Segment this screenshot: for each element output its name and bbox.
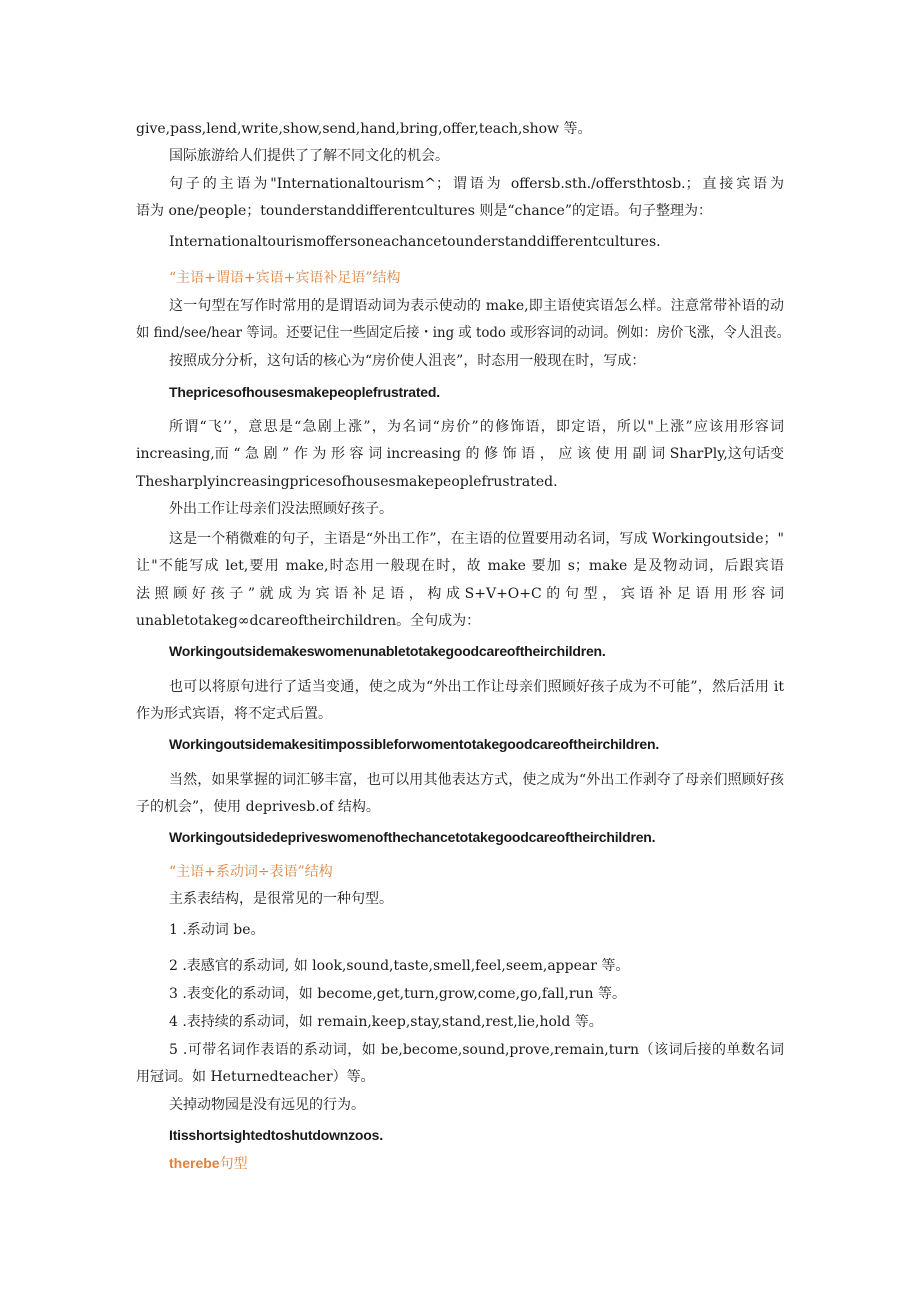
paragraph-analysis: 这是一个稍微难的句子，主语是“外出工作”，在主语的位置要用动名词，写成 Workingoutside；" xyxy=(169,531,784,547)
paragraph-modifier: 所谓“飞’’，意思是“急剧上涨”，为名词“房价”的修饰语，即定语，所以"上涨”应该用形容词 xyxy=(169,419,784,435)
paragraph-linking-intro: 主系表结构，是很常见的一种句型。 xyxy=(169,891,393,907)
list-item: 1 .系动词 be。 xyxy=(169,922,265,938)
list-item: 5 .可带名词作表语的系动词，如 be,become,sound,prove,remain,turn（该词后接的单数名词 xyxy=(169,1042,784,1058)
paragraph-modifier-cont: increasing,而 “ 急 剧 ” 作 为 形 容 词 increasing 的 修 饰 语 ， 应 该 使 用 副 词 SharPly,这句话变 xyxy=(136,446,784,462)
example-answer: Internationaltourismoffersoneachancetounderstanddifferentcultures. xyxy=(169,234,661,250)
paragraph-svoc-intro-cont: 如 find/see/hear 等词。还要记住一些固定后接・ing 或 todo 或形容词的动词。例如：房价飞涨，令人沮丧。 xyxy=(136,325,791,341)
list-item-cont: 用冠词。如 Heturnedteacher）等。 xyxy=(136,1069,375,1085)
paragraph-analysis: 句子的主语为"Internationaltourism^；谓语为 offersb.sth./offersthtosb.；直接宾语为 xyxy=(169,176,784,192)
paragraph-svoc-analysis: 按照成分分析，这句话的核心为“房价使人沮丧”，时态用一般现在时，写成： xyxy=(169,353,646,369)
paragraph-example-sentence: 关掉动物园是没有远见的行为。 xyxy=(169,1097,365,1113)
section-heading-there-be xyxy=(169,1153,248,1174)
paragraph-analysis-cont: unabletotakeg∞dcareoftheirchildren。全句成为： xyxy=(136,613,481,629)
example-answer-bold: Thepricesofhousesmakepeoplefrustrated. xyxy=(169,384,440,400)
paragraph-example-sentence: 外出工作让母亲们没法照顾好孩子。 xyxy=(169,501,393,517)
example-answer-bold: Workingoutsidedepriveswomenofthechancetotakegoodcareoftheirchildren. xyxy=(169,829,656,845)
paragraph-analysis-cont: 法 照 顾 好 孩 子 ” 就 成 为 宾 语 补 足 语 ， 构 成 S+V+O+C 的 句 型 ， 宾 语 补 足 语 用 形 容 词 xyxy=(136,586,784,602)
heading-keyword: therebe xyxy=(169,1155,220,1171)
paragraph-svoc-intro: 这一句型在写作时常用的是谓语动词为表示使动的 make,即主语使宾语怎么样。注意常带补语的动 xyxy=(169,298,784,314)
paragraph-analysis-cont: 让"不能写成 let,要用 make,时态用一般现在时，故 make 要加 s；make 是及物动词，后跟宾语 xyxy=(136,558,784,574)
example-answer: Thesharplyincreasingpricesofhousesmakepeoplefrustrated. xyxy=(136,474,558,490)
heading-suffix: 句型 xyxy=(219,1156,248,1172)
paragraph-verb-list: give,pass,lend,write,show,send,hand,bring,offer,teach,show 等。 xyxy=(136,121,592,137)
example-answer-bold: Workingoutsidemakeswomenunabletotakegoodcareoftheirchildren. xyxy=(169,643,606,659)
section-heading-svoc: “主语+谓语+宾语+宾语补足语”结构 xyxy=(169,270,401,286)
list-item: 4 .表持续的系动词，如 remain,keep,stay,stand,rest,lie,hold 等。 xyxy=(169,1014,603,1030)
example-answer-bold: Itisshortsightedtoshutdownzoos. xyxy=(169,1127,383,1143)
paragraph-example-sentence: 国际旅游给人们提供了了解不同文化的机会。 xyxy=(169,148,449,164)
list-item: 3 .表变化的系动词，如 become,get,turn,grow,come,go,fall,run 等。 xyxy=(169,986,626,1002)
paragraph-alternative: 当然，如果掌握的词汇够丰富，也可以用其他表达方式，使之成为“外出工作剥夺了母亲们照顾好孩 xyxy=(169,772,784,788)
paragraph-variation-cont: 作为形式宾语，将不定式后置。 xyxy=(136,706,332,722)
list-item: 2 .表感官的系动词, 如 look,sound,taste,smell,feel,seem,appear 等。 xyxy=(169,958,630,974)
section-heading-linking-verb: “主语+系动词÷表语”结构 xyxy=(169,864,333,880)
paragraph-variation: 也可以将原句进行了适当变通，使之成为“外出工作让母亲们照顾好孩子成为不可能”，然后活用 it xyxy=(169,679,784,695)
paragraph-alternative-cont: 子的机会”，使用 deprivesb.of 结构。 xyxy=(136,799,380,815)
example-answer-bold: Workingoutsidemakesitimpossibleforwomentotakegoodcareoftheirchildren. xyxy=(169,736,660,752)
paragraph-analysis-cont: 语为 one/people；tounderstanddifferentcultures 则是“chance”的定语。句子整理为： xyxy=(136,203,713,219)
